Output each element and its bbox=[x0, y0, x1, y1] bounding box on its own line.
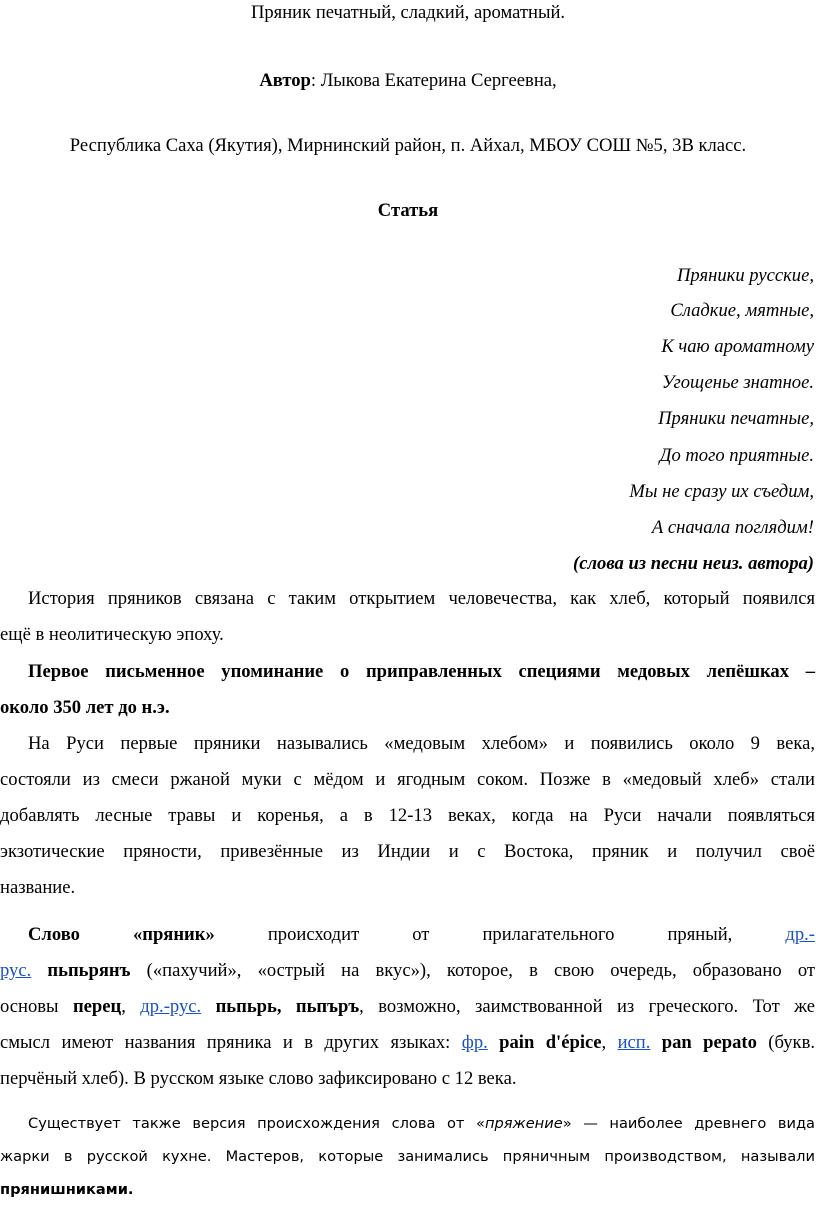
word: от bbox=[412, 924, 430, 945]
paragraph-line: перчёный хлеб). В русском языке слово зафиксировано с 12 века. bbox=[0, 1068, 517, 1089]
link-french[interactable]: фр. bbox=[461, 1032, 488, 1053]
paragraph-line: Первое письменное упоминание о приправленных специями медовых лепёшках – bbox=[28, 661, 815, 682]
word: прилагательного bbox=[482, 924, 615, 945]
word-pryazhenie: пряжение bbox=[484, 1115, 563, 1132]
line-text: Существует также версия происхождения слова от « bbox=[28, 1115, 485, 1132]
paragraph-line bbox=[0, 960, 815, 996]
comma: , bbox=[121, 996, 126, 1017]
link-old-russian-cont[interactable]: рус. bbox=[0, 960, 32, 981]
paragraph-line: История пряников связана с таким открытием человечества, как хлеб, который появился bbox=[28, 588, 815, 609]
link-old-russian-2[interactable]: др.-рус. bbox=[140, 996, 202, 1017]
poem-line: Угощенье знатное. bbox=[661, 372, 814, 393]
paragraph-etymology bbox=[0, 924, 815, 1104]
poem-line: К чаю ароматному bbox=[661, 336, 814, 357]
paragraph-line: добавлять лесные травы и коренья, а в 12-13 веках, когда на Руси начали появляться bbox=[0, 805, 815, 826]
paragraph-line: жарки в русской кухне. Мастеров, которые занимались пряничным производством, называли bbox=[0, 1148, 815, 1165]
comma: , bbox=[601, 1032, 607, 1053]
author-line bbox=[0, 70, 816, 92]
paragraph-line bbox=[28, 1115, 815, 1148]
paragraph-line: около 350 лет до н.э. bbox=[0, 697, 170, 718]
line-text: смысл имеют названия пряника и в других языках: bbox=[0, 1032, 451, 1053]
word bbox=[667, 924, 814, 945]
line-text: (букв. bbox=[768, 1032, 815, 1053]
author-label: Автор bbox=[259, 70, 311, 91]
paragraph-line: ещё в неолитическую эпоху. bbox=[0, 624, 224, 645]
word-pan-pepato: pan pepato bbox=[661, 1032, 757, 1053]
word-pprr: пьпьрь, пьпъръ bbox=[215, 996, 360, 1017]
paragraph-line: название. bbox=[0, 877, 76, 898]
word: происходит bbox=[267, 924, 360, 945]
paragraph-version bbox=[0, 1115, 815, 1214]
paragraph-line: прянишниками. bbox=[0, 1181, 134, 1198]
paragraph-line: На Руси первые пряники назывались «медовым хлебом» и появились около 9 века, bbox=[28, 733, 815, 754]
section-heading: Статья bbox=[377, 200, 439, 221]
paragraph-line bbox=[0, 996, 815, 1032]
poem-attribution: (слова из песни неиз. автора) bbox=[573, 553, 814, 574]
line-text: , возможно, заимствованной из греческого. Тот же bbox=[359, 996, 815, 1017]
line-text: основы bbox=[0, 996, 59, 1017]
paragraph-line bbox=[28, 924, 815, 960]
paragraph-rus bbox=[0, 733, 815, 913]
paragraph-line: экзотические пряности, привезённые из Индии и с Востока, пряник и получил своё bbox=[0, 841, 815, 862]
poem-line: Пряники русские, bbox=[677, 265, 814, 286]
word-pryanik: «пряник» bbox=[132, 924, 215, 945]
poem-line: Мы не сразу их съедим, bbox=[629, 481, 814, 502]
paragraph-line: состояли из смеси ржаной муки с мёдом и ягодным соком. Позже в «медовый хлеб» стали bbox=[0, 769, 815, 790]
link-old-russian[interactable]: др.- bbox=[785, 924, 815, 945]
author-location: Республика Саха (Якутия), Мирнинский район, п. Айхал, МБОУ СОШ №5, 3В класс. bbox=[69, 135, 747, 156]
poem-line: До того приятные. bbox=[659, 445, 814, 466]
author-name: : Лыкова Екатерина Сергеевна, bbox=[310, 70, 557, 91]
poem-line: А сначала поглядим! bbox=[651, 517, 814, 538]
word-pryany: пряный, bbox=[667, 924, 733, 945]
poem-line: Сладкие, мятные, bbox=[670, 300, 814, 321]
poem-line: Пряники печатные, bbox=[658, 408, 814, 429]
link-spanish[interactable]: исп. bbox=[617, 1032, 651, 1053]
word-slovo: Слово bbox=[28, 924, 80, 945]
line-text: » — наиболее древнего вида bbox=[562, 1115, 815, 1132]
word-perets: перец bbox=[72, 996, 122, 1017]
document-title: Пряник печатный, сладкий, ароматный. bbox=[250, 2, 566, 23]
paragraph-first-mention bbox=[0, 661, 815, 733]
word-ppryan: пьпьрянъ bbox=[47, 960, 131, 981]
line-text: («пахучий», «острый на вкус»), которое, в свою очередь, образовано от bbox=[146, 960, 815, 981]
paragraph-history bbox=[0, 588, 815, 660]
paragraph-line bbox=[0, 1032, 815, 1068]
word-pain-depice: pain d'épice bbox=[499, 1032, 602, 1053]
